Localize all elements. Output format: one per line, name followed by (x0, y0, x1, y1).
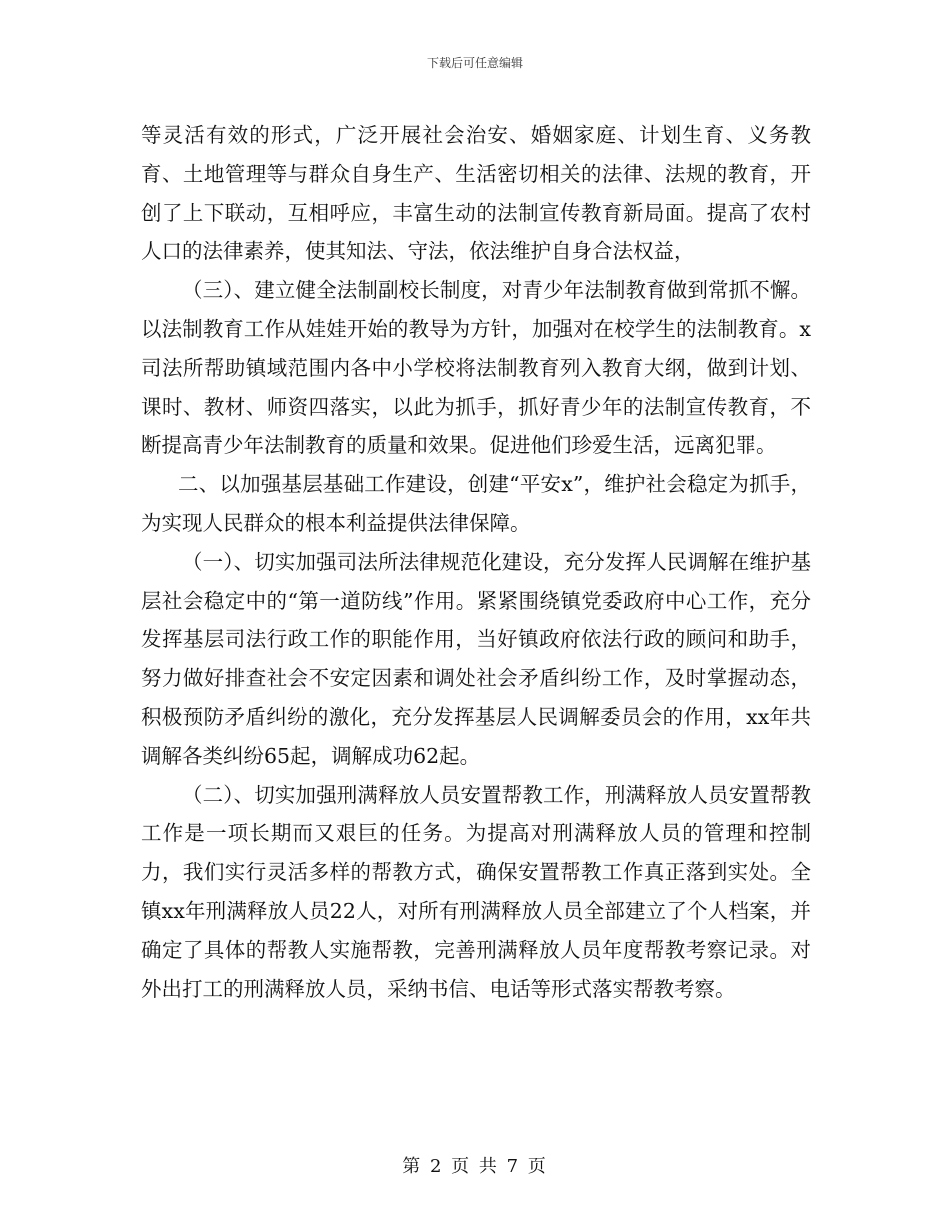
header-note: 下载后可任意编辑 (426, 56, 523, 70)
paragraph-subsection-1: （一）、切实加强司法所法律规范化建设，充分发挥人民调解在维护基层社会稳定中的“第一道防线”作用。紧紧围绕镇党委政府中心工作，充分发挥基层司法行政工作的职能作用，当好镇政府依法行政的顾问和助手，努力做好排查社会不安定因素和调处社会矛盾纠纷工作，及时掌握动态，积极预防矛盾纠纷的激化，充分发挥基层人民调解委员会的作用，xx年共调解各类纠纷65起，调解成功62起。 (141, 549, 811, 768)
paragraph-heading-2: 二、以加强基层基础工作建设，创建“平安x”，维护社会稳定为抓手，为实现人民群众的根本利益提供法律保障。 (141, 472, 811, 535)
paragraph-section-3: （三）、建立健全法制副校长制度，对青少年法制教育做到常抓不懈。以法制教育工作从娃娃开始的教导为方针，加强对在校学生的法制教育。x司法所帮助镇域范围内各中小学校将法制教育列入教育大纲，做到计划、课时、教材、师资四落实，以此为抓手，抓好青少年的法制宣传教育，不断提高青少年法制教育的质量和效果。促进他们珍爱生活，远离犯罪。 (141, 278, 811, 458)
page-number: 第 2 页 共 7 页 (402, 1156, 548, 1177)
paragraph-continuation: 等灵活有效的形式，广泛开展社会治安、婚姻家庭、计划生育、义务教育、土地管理等与群众自身生产、生活密切相关的法律、法规的教育，开创了上下联动，互相呼应，丰富生动的法制宣传教育新局面。提高了农村人口的法律素养，使其知法、守法，依法维护自身合法权益， (141, 123, 811, 264)
document-body (141, 116, 811, 1008)
paragraph-subsection-2: （二）、切实加强刑满释放人员安置帮教工作，刑满释放人员安置帮教工作是一项长期而又艰巨的任务。为提高对刑满释放人员的管理和控制力，我们实行灵活多样的帮教方式，确保安置帮教工作真正落到实处。全镇xx年刑满释放人员22人，对所有刑满释放人员全部建立了个人档案，并确定了具体的帮教人实施帮教，完善刑满释放人员年度帮教考察记录。对外出打工的刑满释放人员，采纳书信、电话等形式落实帮教考察。 (141, 782, 811, 1001)
